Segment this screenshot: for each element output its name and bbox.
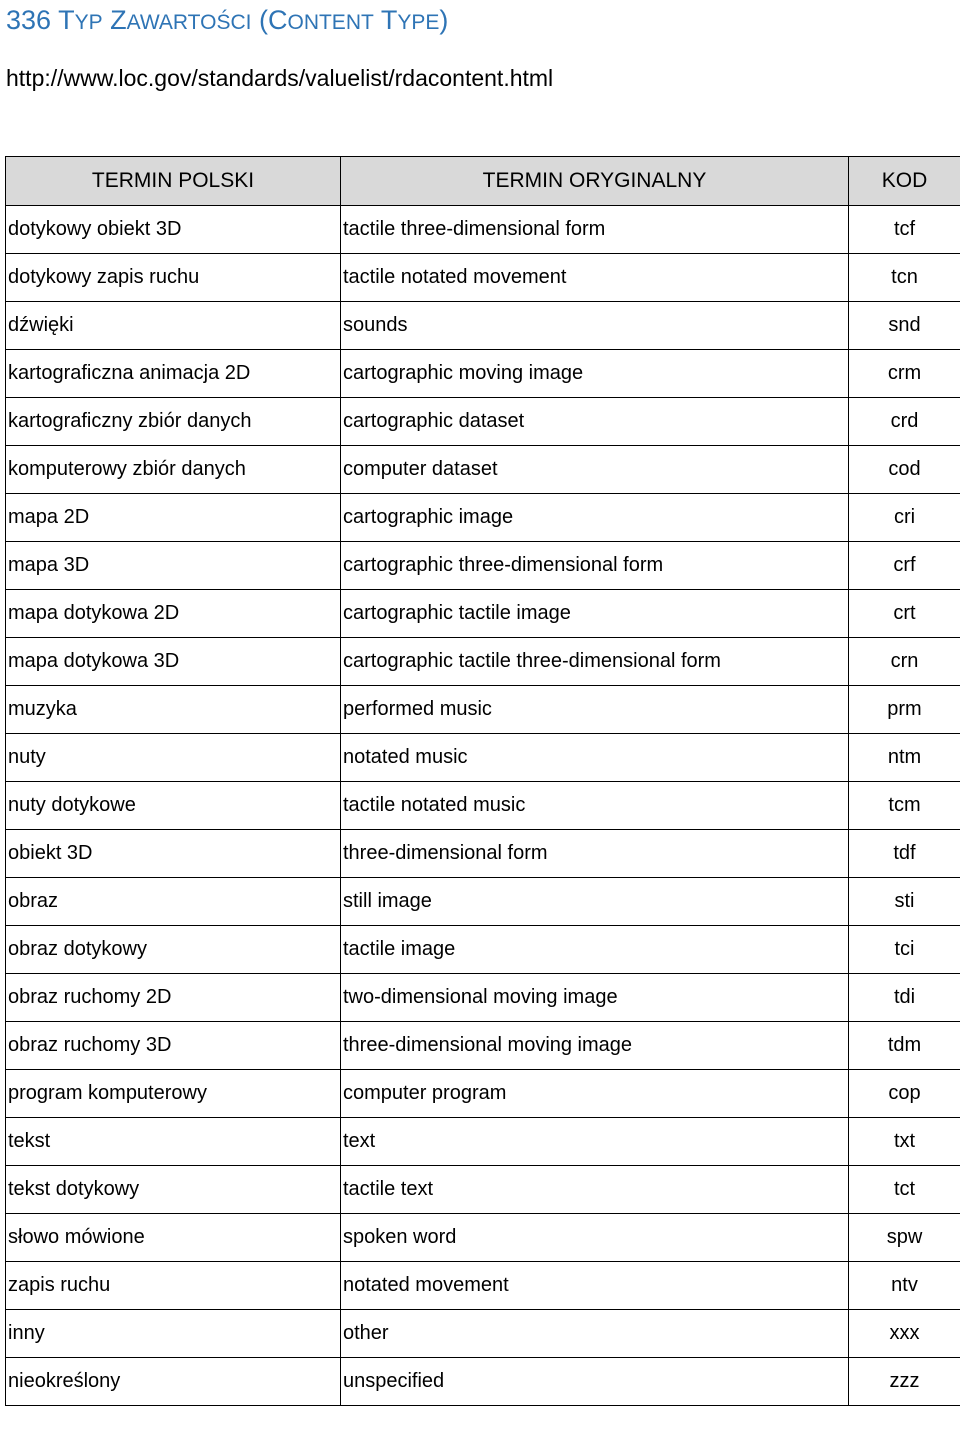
cell-code: ntv [849, 1262, 960, 1310]
cell-original-term: cartographic dataset [341, 398, 849, 446]
cell-code: snd [849, 302, 960, 350]
table-row [6, 878, 960, 926]
header-original-term: TERMIN ORYGINALNY [341, 157, 849, 206]
cell-polish-term: nuty [6, 734, 341, 782]
cell-original-term: sounds [341, 302, 849, 350]
cell-code: crt [849, 590, 960, 638]
cell-polish-term: komputerowy zbiór danych [6, 446, 341, 494]
table-row [6, 830, 960, 878]
cell-code: xxx [849, 1310, 960, 1358]
cell-polish-term: słowo mówione [6, 1214, 341, 1262]
table-row [6, 1358, 960, 1406]
cell-code: tcm [849, 782, 960, 830]
table-body [6, 206, 960, 1406]
cell-code: crf [849, 542, 960, 590]
cell-polish-term: zapis ruchu [6, 1262, 341, 1310]
cell-polish-term: tekst [6, 1118, 341, 1166]
cell-code: crm [849, 350, 960, 398]
cell-polish-term: obraz ruchomy 3D [6, 1022, 341, 1070]
cell-original-term: tactile three-dimensional form [341, 206, 849, 254]
cell-polish-term: kartograficzna animacja 2D [6, 350, 341, 398]
cell-original-term: notated music [341, 734, 849, 782]
cell-code: cod [849, 446, 960, 494]
table-row [6, 590, 960, 638]
table-row [6, 302, 960, 350]
table-row [6, 1070, 960, 1118]
cell-code: tdm [849, 1022, 960, 1070]
cell-original-term: tactile notated music [341, 782, 849, 830]
cell-code: cri [849, 494, 960, 542]
table-row [6, 1214, 960, 1262]
header-polish-term: TERMIN POLSKI [6, 157, 341, 206]
table-row [6, 926, 960, 974]
section-heading [6, 2, 448, 41]
content-type-table [5, 156, 960, 1406]
cell-code: tdi [849, 974, 960, 1022]
cell-original-term: performed music [341, 686, 849, 734]
cell-code: spw [849, 1214, 960, 1262]
cell-code: zzz [849, 1358, 960, 1406]
cell-polish-term: obiekt 3D [6, 830, 341, 878]
cell-polish-term: mapa dotykowa 2D [6, 590, 341, 638]
cell-polish-term: kartograficzny zbiór danych [6, 398, 341, 446]
table-row [6, 1166, 960, 1214]
cell-original-term: still image [341, 878, 849, 926]
cell-original-term: cartographic tactile image [341, 590, 849, 638]
table-row [6, 254, 960, 302]
cell-code: tcn [849, 254, 960, 302]
table-row [6, 494, 960, 542]
cell-polish-term: dotykowy obiekt 3D [6, 206, 341, 254]
table-row [6, 974, 960, 1022]
source-url-link[interactable]: http://www.loc.gov/standards/valuelist/rdacontent.html [6, 65, 554, 91]
cell-code: prm [849, 686, 960, 734]
cell-original-term: other [341, 1310, 849, 1358]
table-row [6, 542, 960, 590]
cell-polish-term: muzyka [6, 686, 341, 734]
cell-polish-term: mapa 2D [6, 494, 341, 542]
cell-polish-term: nuty dotykowe [6, 782, 341, 830]
cell-polish-term: obraz ruchomy 2D [6, 974, 341, 1022]
table-row [6, 398, 960, 446]
cell-code: tci [849, 926, 960, 974]
cell-code: crd [849, 398, 960, 446]
cell-original-term: three-dimensional form [341, 830, 849, 878]
cell-polish-term: mapa dotykowa 3D [6, 638, 341, 686]
cell-code: crn [849, 638, 960, 686]
section-number: 336 [6, 5, 52, 35]
cell-polish-term: inny [6, 1310, 341, 1358]
cell-code: tcf [849, 206, 960, 254]
cell-original-term: three-dimensional moving image [341, 1022, 849, 1070]
cell-polish-term: mapa 3D [6, 542, 341, 590]
cell-original-term: unspecified [341, 1358, 849, 1406]
cell-polish-term: dotykowy zapis ruchu [6, 254, 341, 302]
cell-original-term: cartographic image [341, 494, 849, 542]
cell-polish-term: nieokreślony [6, 1358, 341, 1406]
table-row [6, 1118, 960, 1166]
table-row [6, 1262, 960, 1310]
table-header-row [6, 157, 960, 206]
table-row [6, 686, 960, 734]
table-row [6, 782, 960, 830]
cell-code: tdf [849, 830, 960, 878]
cell-original-term: tactile image [341, 926, 849, 974]
cell-polish-term: dźwięki [6, 302, 341, 350]
cell-original-term: notated movement [341, 1262, 849, 1310]
cell-original-term: cartographic three-dimensional form [341, 542, 849, 590]
cell-original-term: cartographic moving image [341, 350, 849, 398]
table-row [6, 446, 960, 494]
table-row [6, 350, 960, 398]
table-row [6, 206, 960, 254]
cell-code: cop [849, 1070, 960, 1118]
table-row [6, 638, 960, 686]
cell-code: sti [849, 878, 960, 926]
cell-original-term: spoken word [341, 1214, 849, 1262]
header-code: KOD [849, 157, 960, 206]
cell-code: tct [849, 1166, 960, 1214]
table-row [6, 1310, 960, 1358]
cell-original-term: cartographic tactile three-dimensional form [341, 638, 849, 686]
section-title-pl: TYP ZAWARTOŚCI [58, 5, 252, 35]
cell-original-term: tactile text [341, 1166, 849, 1214]
cell-polish-term: obraz dotykowy [6, 926, 341, 974]
cell-original-term: two-dimensional moving image [341, 974, 849, 1022]
cell-original-term: text [341, 1118, 849, 1166]
cell-original-term: computer program [341, 1070, 849, 1118]
cell-code: txt [849, 1118, 960, 1166]
cell-polish-term: obraz [6, 878, 341, 926]
cell-code: ntm [849, 734, 960, 782]
cell-polish-term: tekst dotykowy [6, 1166, 341, 1214]
cell-original-term: tactile notated movement [341, 254, 849, 302]
cell-polish-term: program komputerowy [6, 1070, 341, 1118]
table-row [6, 1022, 960, 1070]
cell-original-term: computer dataset [341, 446, 849, 494]
table-row [6, 734, 960, 782]
section-title-en: (CONTENT TYPE) [258, 5, 449, 35]
